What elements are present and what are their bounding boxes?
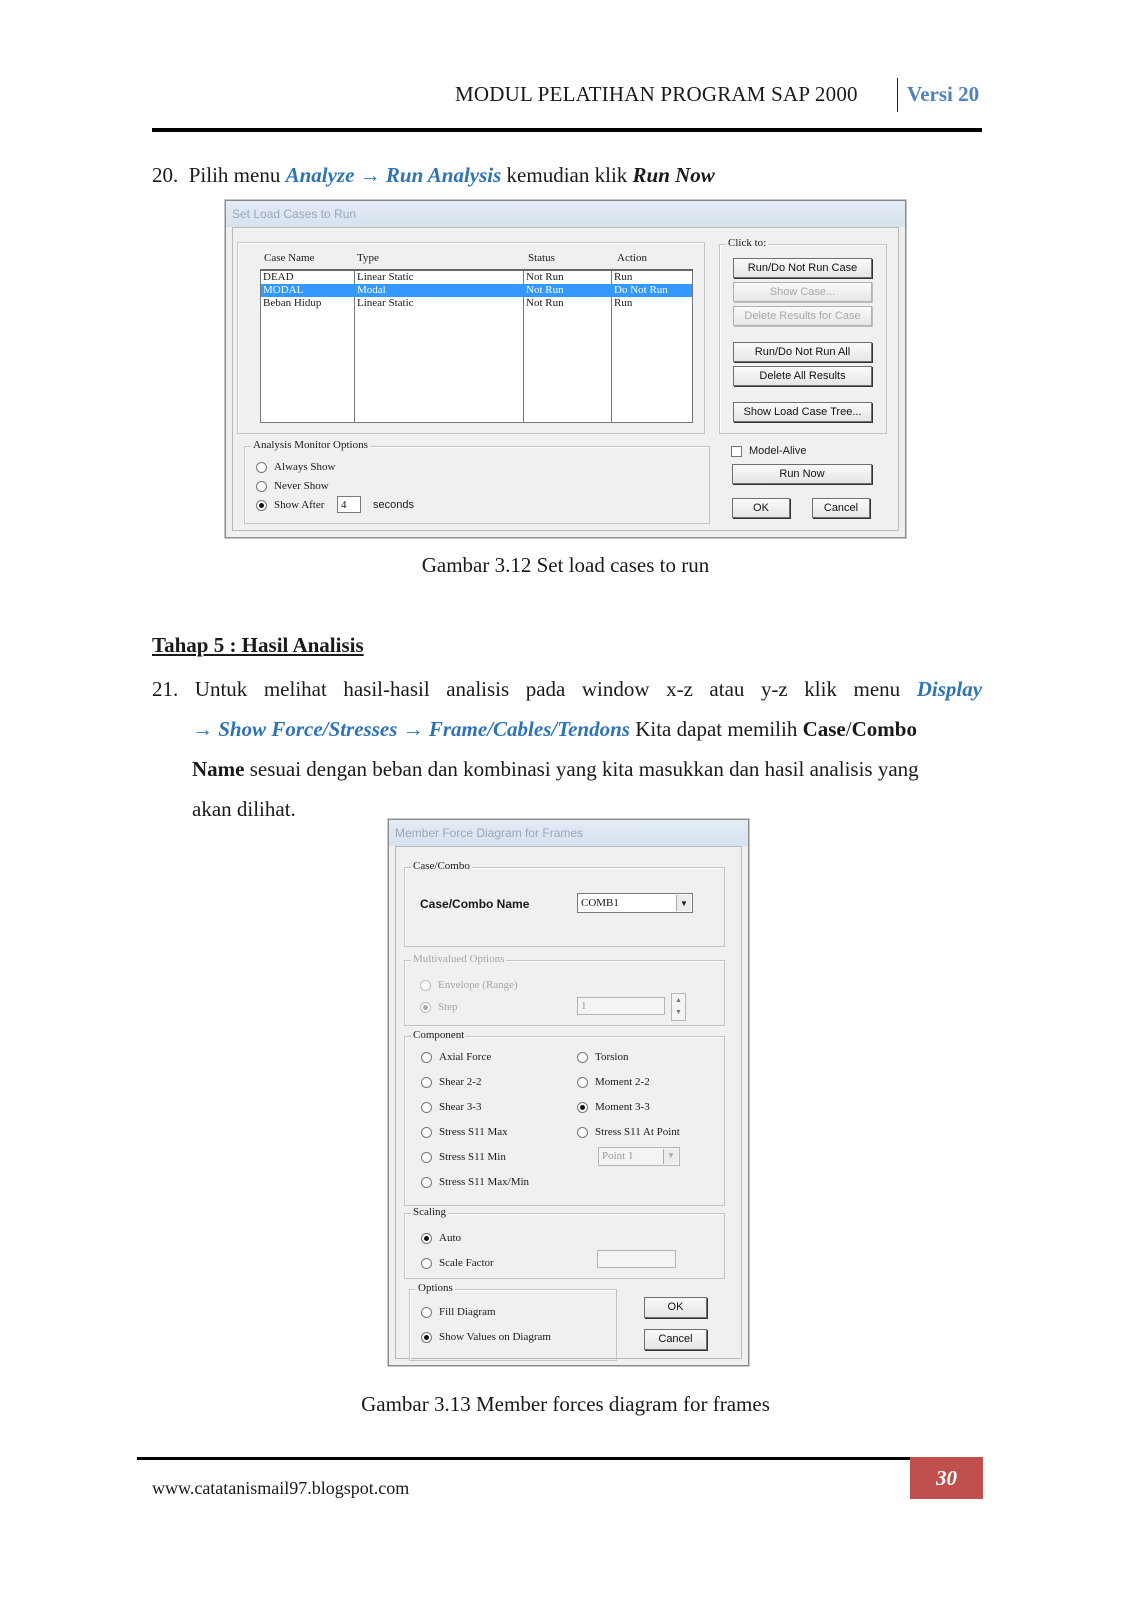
radio-circle-icon [256, 481, 267, 492]
group-label: Options [418, 1282, 453, 1294]
step-text: kemudian klik [506, 163, 628, 187]
radio-label: Shear 2-2 [439, 1076, 482, 1088]
radio-label: Show After [274, 499, 325, 511]
model-alive-checkbox[interactable] [731, 445, 806, 457]
row-modal-status[interactable]: Not Run [526, 284, 564, 296]
row-modal-type[interactable]: Modal [357, 284, 386, 296]
radio-selected-icon [256, 500, 267, 511]
radio-circle-icon [421, 1152, 432, 1163]
radio-label: Stress S11 Max [439, 1126, 508, 1138]
ok-button[interactable]: OK [732, 498, 790, 518]
radio-circle-icon [421, 1052, 432, 1063]
show-after-radio[interactable] [256, 499, 324, 511]
radio-circle-icon [577, 1077, 588, 1088]
header-rule [152, 128, 982, 132]
fill-diagram-radio[interactable] [421, 1306, 496, 1318]
radio-label: Stress S11 Min [439, 1151, 506, 1163]
row-beban-type[interactable]: Linear Static [357, 297, 414, 309]
run-now-button[interactable]: Run Now [732, 464, 872, 484]
select-value: Point 1 [602, 1150, 634, 1162]
menu-path-link: Analyze → Run Analysis [285, 163, 502, 187]
show-values-on-diagram-radio[interactable] [421, 1331, 551, 1343]
options-group [409, 1282, 617, 1361]
row-dead-action[interactable]: Run [614, 271, 633, 283]
step-text: Untuk melihat hasil-hasil analisis pada window x-z atau y-z klik menu [194, 677, 901, 701]
case-combo-select[interactable] [577, 893, 693, 913]
section-heading: Tahap 5 : Hasil Analisis [152, 633, 364, 657]
radio-label: Never Show [274, 480, 329, 492]
radio-circle-icon [421, 1177, 432, 1188]
group-label: Multivalued Options [413, 953, 505, 965]
radio-label: Moment 3-3 [595, 1101, 650, 1113]
row-beban-action[interactable]: Run [614, 297, 633, 309]
radio-circle-icon [256, 462, 267, 473]
show-after-seconds-input[interactable]: 4 [337, 496, 361, 513]
radio-circle-icon [421, 1077, 432, 1088]
delete-results-for-case-button[interactable]: Delete Results for Case [733, 306, 872, 326]
radio-circle-icon [421, 1102, 432, 1113]
radio-circle-icon [420, 980, 431, 991]
radio-label: Axial Force [439, 1051, 492, 1063]
select-value: COMB1 [581, 897, 619, 909]
dialog-title: Set Load Cases to Run [226, 201, 905, 227]
moment-2-2-radio[interactable] [577, 1076, 650, 1088]
spin-up-icon[interactable]: ▲ [675, 996, 682, 1004]
row-modal-action[interactable]: Do Not Run [614, 284, 668, 296]
row-modal-case[interactable]: MODAL [263, 284, 304, 296]
scale-factor-input[interactable] [597, 1250, 676, 1268]
step-20 [152, 155, 715, 195]
auto-radio[interactable] [421, 1232, 461, 1244]
seconds-label: seconds [373, 499, 414, 511]
never-show-radio[interactable] [256, 480, 329, 492]
bold-term: Name [192, 757, 245, 781]
col-header-status: Status [528, 252, 555, 264]
dialog-title: Member Force Diagram for Frames [389, 820, 748, 846]
bold-term: Combo [851, 717, 917, 741]
radio-label: Show Values on Diagram [439, 1331, 551, 1343]
step-number: 21. [152, 677, 179, 701]
footer-url: www.catatanismail97.blogspot.com [152, 1478, 410, 1498]
header-separator [897, 78, 898, 112]
torsion-radio[interactable] [577, 1051, 628, 1063]
group-label: Analysis Monitor Options [253, 439, 368, 451]
page-number: 30 [910, 1457, 983, 1499]
figure-3-12-caption: Gambar 3.12 Set load cases to run [421, 553, 710, 577]
radio-circle-icon [421, 1258, 432, 1269]
radio-label: Torsion [595, 1051, 629, 1063]
show-case-button[interactable]: Show Case... [733, 282, 872, 302]
delete-all-results-button[interactable]: Delete All Results [733, 366, 872, 386]
radio-label: Moment 2-2 [595, 1076, 650, 1088]
menu-display-link: Display [916, 677, 983, 701]
envelope-range-radio[interactable] [420, 979, 518, 991]
running-header-title: MODUL PELATIHAN PROGRAM SAP 2000 [455, 82, 858, 106]
step-text: sesuai dengan beban dan kombinasi yang kita masukkan dan hasil analisis yang [249, 757, 919, 781]
radio-selected-icon [421, 1233, 432, 1244]
radio-circle-icon [421, 1307, 432, 1318]
action-name: Run Now [632, 163, 715, 187]
footer-rule [137, 1457, 983, 1460]
col-header-case-name: Case Name [264, 252, 315, 264]
radio-label: Always Show [274, 461, 336, 473]
step-spinner[interactable] [671, 993, 686, 1021]
radio-label: Stress S11 Max/Min [439, 1176, 530, 1188]
step-number: 20. [152, 163, 179, 187]
running-header-version: Versi 20 [907, 82, 980, 106]
chevron-down-icon[interactable]: ▼ [676, 895, 691, 911]
radio-selected-icon [421, 1332, 432, 1343]
step-input[interactable]: 1 [577, 997, 665, 1015]
radio-label: Step [438, 1001, 458, 1013]
stress-s11-max-radio[interactable] [421, 1126, 508, 1138]
group-label: Case/Combo [413, 860, 470, 872]
step-text: Kita dapat memilih [635, 717, 798, 741]
row-dead-status[interactable]: Not Run [526, 271, 564, 283]
radio-label: Shear 3-3 [439, 1101, 482, 1113]
group-label: Click to: [728, 237, 767, 249]
step-text: Pilih menu [188, 163, 281, 187]
cancel-button[interactable]: Cancel [644, 1329, 707, 1350]
step-21 [152, 669, 982, 829]
ok-button[interactable]: OK [644, 1297, 707, 1318]
row-beban-status[interactable]: Not Run [526, 297, 564, 309]
col-header-action: Action [617, 252, 647, 264]
chevron-down-icon[interactable]: ▼ [663, 1149, 678, 1164]
bold-term: Case [802, 717, 846, 741]
run-do-not-run-case-button[interactable]: Run/Do Not Run Case [733, 258, 872, 278]
checkbox-label: Model-Alive [749, 445, 807, 457]
radio-label: Stress S11 At Point [595, 1126, 680, 1138]
always-show-radio[interactable] [256, 461, 335, 473]
radio-selected-icon [420, 1002, 431, 1013]
radio-label: Fill Diagram [439, 1306, 496, 1318]
row-dead-case[interactable]: DEAD [263, 271, 294, 283]
cancel-button[interactable]: Cancel [812, 498, 870, 518]
case-combo-name-label: Case/Combo Name [420, 897, 530, 911]
shear-3-3-radio[interactable] [421, 1101, 481, 1113]
radio-circle-icon [577, 1052, 588, 1063]
slash: / [845, 717, 852, 741]
stress-s11-at-point-radio[interactable] [577, 1126, 680, 1138]
spin-down-icon[interactable]: ▼ [675, 1008, 682, 1016]
row-beban-case[interactable]: Beban Hidup [263, 297, 322, 309]
run-do-not-run-all-button[interactable]: Run/Do Not Run All [733, 342, 872, 362]
stress-s11-max-min-radio[interactable] [421, 1176, 529, 1188]
radio-circle-icon [577, 1127, 588, 1138]
axial-force-radio[interactable] [421, 1051, 491, 1063]
menu-path-link: → Show Force/Stresses → Frame/Cables/Tendons [192, 717, 630, 741]
scaling-group [404, 1206, 725, 1279]
radio-selected-icon [577, 1102, 588, 1113]
point-select[interactable] [598, 1147, 680, 1166]
group-label: Component [413, 1029, 465, 1041]
stress-s11-min-radio[interactable] [421, 1151, 506, 1163]
figure-3-13-caption: Gambar 3.13 Member forces diagram for frames [361, 1392, 770, 1416]
radio-circle-icon [421, 1127, 432, 1138]
scale-factor-radio[interactable] [421, 1257, 494, 1269]
radio-label: Envelope (Range) [438, 979, 518, 991]
col-header-type: Type [357, 252, 379, 264]
radio-label: Scale Factor [439, 1257, 494, 1269]
checkbox-icon [731, 446, 742, 457]
group-label: Scaling [413, 1206, 446, 1218]
radio-label: Auto [439, 1232, 461, 1244]
moment-3-3-radio[interactable] [577, 1101, 650, 1113]
step-radio[interactable] [420, 1001, 458, 1013]
step-text: akan dilihat. [192, 797, 296, 821]
row-dead-type[interactable]: Linear Static [357, 271, 414, 283]
show-load-case-tree-button[interactable]: Show Load Case Tree... [733, 402, 872, 422]
shear-2-2-radio[interactable] [421, 1076, 481, 1088]
